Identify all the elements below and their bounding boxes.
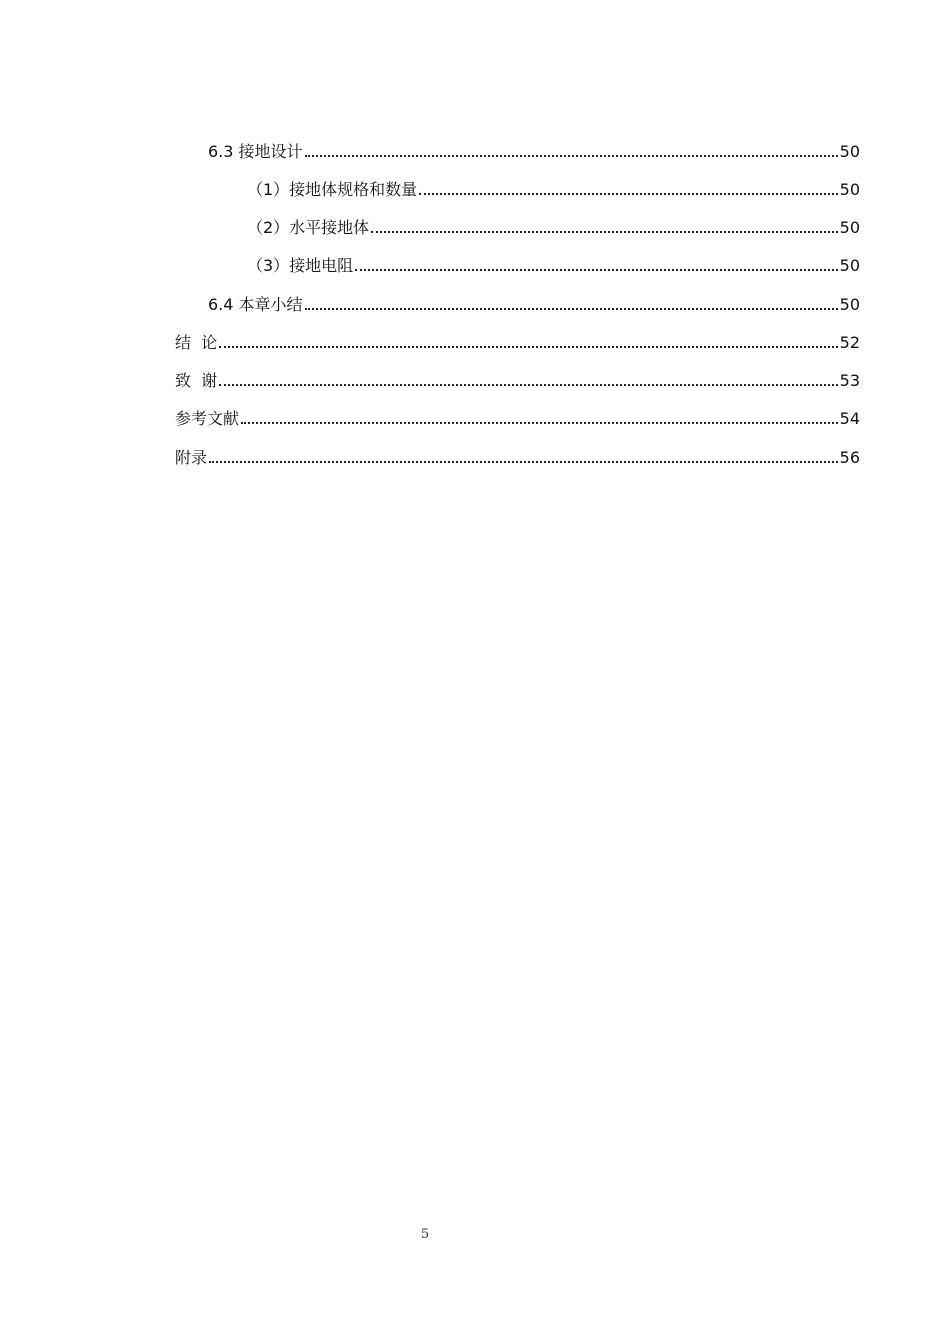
dot-leader (305, 155, 838, 157)
dot-leader (305, 308, 838, 310)
toc-entry-page: 50 (839, 180, 860, 199)
toc-entry-label: （1）接地体规格和数量 (247, 180, 418, 199)
toc-entry-page: 54 (839, 409, 860, 428)
toc-entry-6-3-2[interactable] (247, 214, 860, 238)
page-number: 5 (420, 1227, 430, 1242)
toc-entry-label: 附录 (175, 448, 208, 467)
toc-entry-6-4[interactable] (208, 291, 860, 315)
dot-leader (371, 231, 837, 233)
toc-entry-label: （3）接地电阻 (247, 256, 354, 275)
toc-entry-label: （2）水平接地体 (247, 218, 370, 237)
dot-leader (209, 461, 838, 463)
toc-entry-references[interactable] (175, 405, 860, 429)
toc-entry-acknowledgements[interactable] (175, 367, 860, 391)
dot-leader (219, 346, 837, 348)
toc-entry-page: 50 (839, 142, 860, 161)
dot-leader (419, 193, 837, 195)
toc-entry-label: 6.3 接地设计 (208, 142, 303, 161)
toc-entry-page: 52 (839, 333, 860, 352)
toc-entry-label: 6.4 本章小结 (208, 295, 303, 314)
toc-entry-page: 50 (839, 295, 860, 314)
toc-entry-page: 53 (839, 371, 860, 390)
dot-leader (241, 422, 838, 424)
toc-entry-appendix[interactable] (175, 444, 860, 468)
toc-entry-6-3-1[interactable] (247, 176, 860, 200)
toc-entry-conclusion[interactable] (175, 329, 860, 353)
dot-leader (355, 269, 837, 271)
toc-entry-page: 50 (839, 256, 860, 275)
toc-entry-label: 结 论 (175, 333, 218, 352)
toc-entry-page: 56 (839, 448, 860, 467)
toc-entry-label: 致 谢 (175, 371, 218, 390)
toc-entry-page: 50 (839, 218, 860, 237)
dot-leader (219, 384, 837, 386)
toc-entry-6-3[interactable] (208, 138, 860, 162)
toc-entry-6-3-3[interactable] (247, 252, 860, 276)
toc-entry-label: 参考文献 (175, 409, 240, 428)
